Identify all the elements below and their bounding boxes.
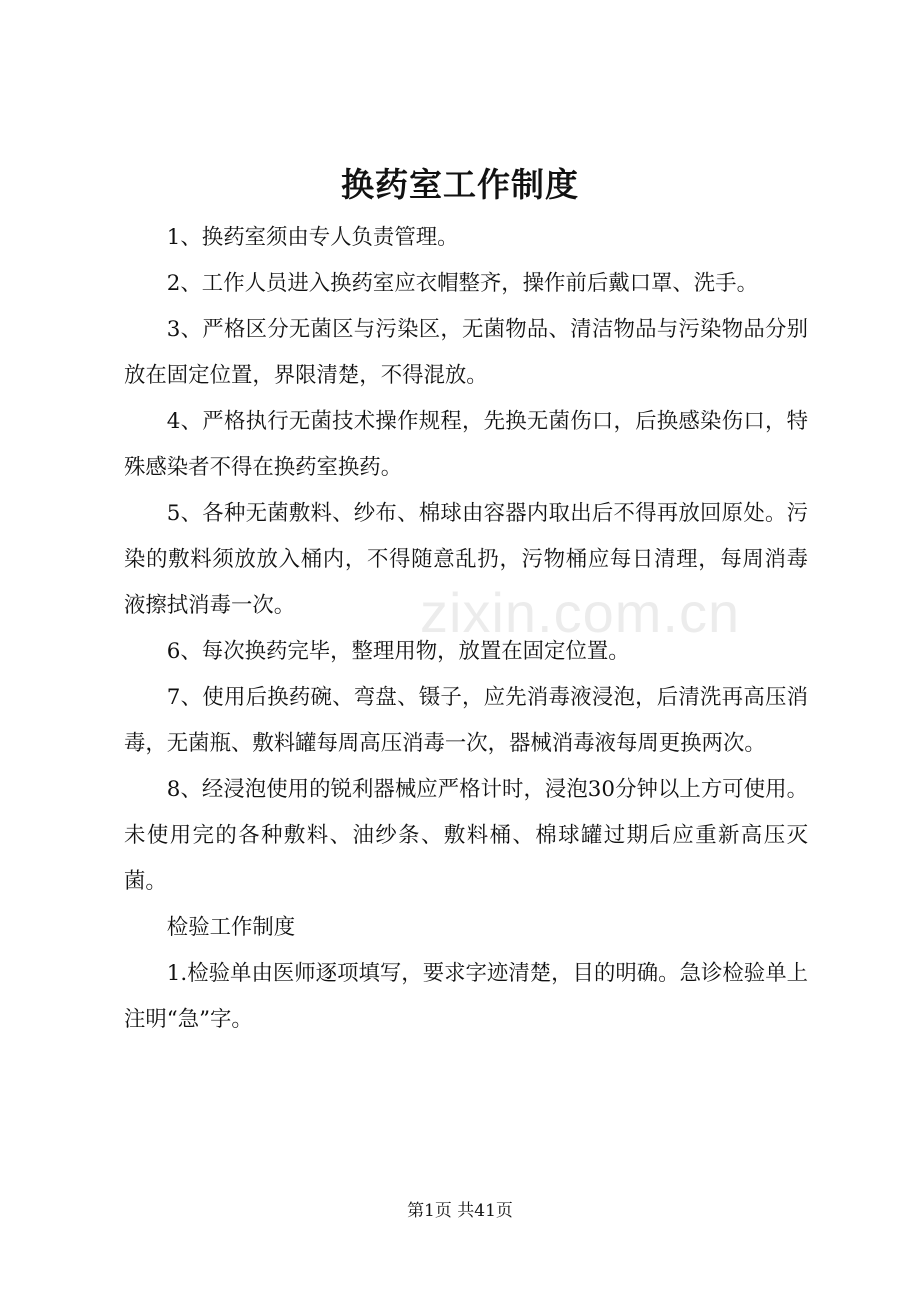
section-subheading: 检验工作制度	[166, 915, 296, 940]
paragraph-3: 3、严格区分无菌区与污染区，无菌物品、清洁物品与污染物品分别放在固定位置，界限清楚，不得混放。	[124, 317, 808, 388]
paragraph-1: 1、换药室须由专人负责管理。	[166, 225, 459, 250]
paragraph-2: 2、工作人员进入换药室应衣帽整齐，操作前后戴口罩、洗手。	[166, 271, 758, 296]
watermark: zixin.com.cn	[420, 581, 741, 644]
paragraph-4: 4、严格执行无菌技术操作规程，先换无菌伤口，后换感染伤口，特殊感染者不得在换药室换药。	[124, 409, 808, 480]
document-body	[124, 215, 808, 1043]
paragraph-7: 7、使用后换药碗、弯盘、镊子，应先消毒液浸泡，后清洗再高压消毒，无菌瓶、敷料罐每周高压消毒一次，器械消毒液每周更换两次。	[124, 685, 808, 756]
document-title: 换药室工作制度	[341, 165, 579, 204]
page-footer: 第1页 共41页	[407, 1201, 513, 1221]
sub-paragraph-1: 1.检验单由医师逐项填写，要求字迹清楚，目的明确。急诊检验单上注明“急”字。	[124, 961, 808, 1032]
paragraph-8: 8、经浸泡使用的锐利器械应严格计时，浸泡30分钟以上方可使用。未使用完的各种敷料、油纱条、敷料桶、棉球罐过期后应重新高压灭菌。	[124, 777, 808, 894]
paragraph-5: 5、各种无菌敷料、纱布、棉球由容器内取出后不得再放回原处。污染的敷料须放放入桶内，不得随意乱扔，污物桶应每日清理，每周消毒液擦拭消毒一次。	[124, 501, 808, 618]
paragraph-6: 6、每次换药完毕，整理用物，放置在固定位置。	[166, 639, 630, 664]
